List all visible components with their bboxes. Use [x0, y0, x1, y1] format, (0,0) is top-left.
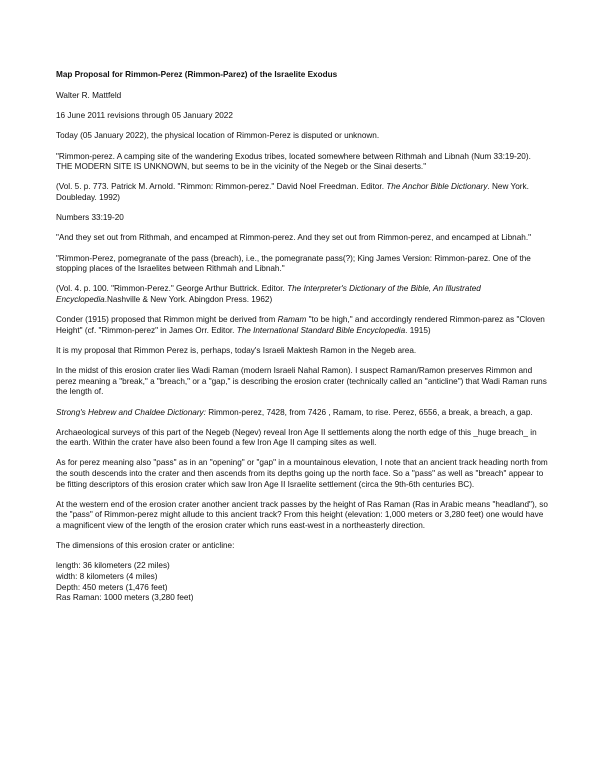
- citation-text: .Nashville & New York. Abingdon Press. 1962): [104, 294, 273, 304]
- paragraph: It is my proposal that Rimmon Perez is, perhaps, today's Israeli Maktesh Ramon in the Negeb area.: [56, 345, 417, 355]
- citation-title: The International Standard Bible Encyclopedia: [236, 325, 406, 335]
- quote: "Rimmon-perez. A camping site of the wandering Exodus tribes, located somewhere between Rithmah and Libnah (Num 33:19-20). THE MODERN SITE IS UNKNOWN, but seems to be in the vicinity of the Negeb or the Sinai deserts.": [56, 151, 531, 172]
- hebrew-term: Ramam: [277, 315, 307, 325]
- paragraph-text: "to be high," and accordingly rendered Rimmon-parez as "Cloven Height" (cf. "Rimmon-perez" in James Orr. Editor.: [56, 315, 545, 335]
- paragraph-text: Conder (1915) proposed that Rimmon might be derived from: [56, 315, 278, 325]
- verse-reference: Numbers 33:19-20: [56, 213, 124, 223]
- document-title: Map Proposal for Rimmon-Perez (Rimmon-Parez) of the Israelite Exodus: [56, 70, 338, 79]
- dimensions-list: [56, 561, 548, 603]
- citation: [56, 284, 548, 305]
- paragraph-text: . 1915): [405, 325, 431, 335]
- paragraph: Archaeological surveys of this part of the Negeb (Negev) reveal Iron Age II settlements along the north edge of this _huge breach_ in the earth. Within the crater have also been found a few Iron Age II camping sites as well.: [56, 427, 537, 448]
- citation: [56, 182, 548, 203]
- paragraph: The dimensions of this erosion crater or anticline:: [56, 541, 235, 551]
- dimension-item: width: 8 kilometers (4 miles): [56, 572, 158, 581]
- paragraph: In the midst of this erosion crater lies Wadi Raman (modern Israeli Nahal Ramon). I suspect Raman/Ramon preserves Rimmon and perez meaning a "break," a "breach," or a "gap," is describing the erosion crater (technically called an "anticline") that Wadi Raman runs the length of.: [56, 366, 547, 397]
- revision-date: 16 June 2011 revisions through 05 January 2022: [56, 111, 233, 121]
- dimension-item: length: 36 kilometers (22 miles): [56, 561, 170, 571]
- author: Walter R. Mattfeld: [56, 91, 122, 101]
- paragraph: As for perez meaning also "pass" as in an "opening" or "gap" in a mountainous elevation, I note that an ancient track heading north from the south descends into the crater and then ascends from its depths going up the north face. So a "pass" as well as "breach" appear to be fitting descriptors of this erosion crater which saw Iron Age II Israelite settlement (circa the 9th-6th centuries BC).: [56, 458, 548, 489]
- citation-text: (Vol. 4. p. 100. "Rimmon-Perez." George Arthur Buttrick. Editor.: [56, 284, 288, 294]
- paragraph: [56, 315, 548, 336]
- paragraph-text: Rimmon-perez, 7428, from 7426 , Ramam, to rise. Perez, 6556, a break, a breach, a gap.: [205, 407, 533, 417]
- paragraph: At the western end of the erosion crater another ancient track passes by the height of Ras Raman (Ras in Arabic means "headland"), so the "pass" of Rimmon-perez might allude to this ancient track? From this height (elevation: 1,000 meters or 3,280 feet) one would have a magnificent view of the length of the erosion crater which runs east-west in a northeasterly direction.: [56, 499, 548, 531]
- citation-text: . New York. Doubleday. 1992): [56, 182, 529, 203]
- dimension-item: Ras Raman: 1000 meters (3,280 feet): [56, 593, 194, 603]
- citation-title: The Interpreter's Dictionary of the Bible, An Illustrated Encyclopedia: [56, 284, 481, 304]
- dictionary-title: Strong's Hebrew and Chaldee Dictionary:: [56, 407, 206, 417]
- document-page: [56, 70, 548, 604]
- dimension-item: Depth: 450 meters (1,476 feet): [56, 582, 168, 592]
- quote: "Rimmon-Perez, pomegranate of the pass (breach), i.e., the pomegranate pass(?); King James Version: Rimmon-parez. One of the stopping places of the Israelites between Rithmah and Libnah.": [56, 253, 531, 274]
- citation-text: (Vol. 5. p. 773. Patrick M. Arnold. "Rimmon: Rimmon-perez." David Noel Freedman. Editor.: [56, 182, 387, 192]
- citation-title: The Anchor Bible Dictionary: [386, 182, 488, 192]
- paragraph: [56, 408, 548, 419]
- paragraph: Today (05 January 2022), the physical location of Rimmon-Perez is disputed or unknown.: [56, 131, 380, 141]
- quote: "And they set out from Rithmah, and encamped at Rimmon-perez. And they set out from Rimmon-perez, and encamped at Libnah.": [56, 233, 532, 243]
